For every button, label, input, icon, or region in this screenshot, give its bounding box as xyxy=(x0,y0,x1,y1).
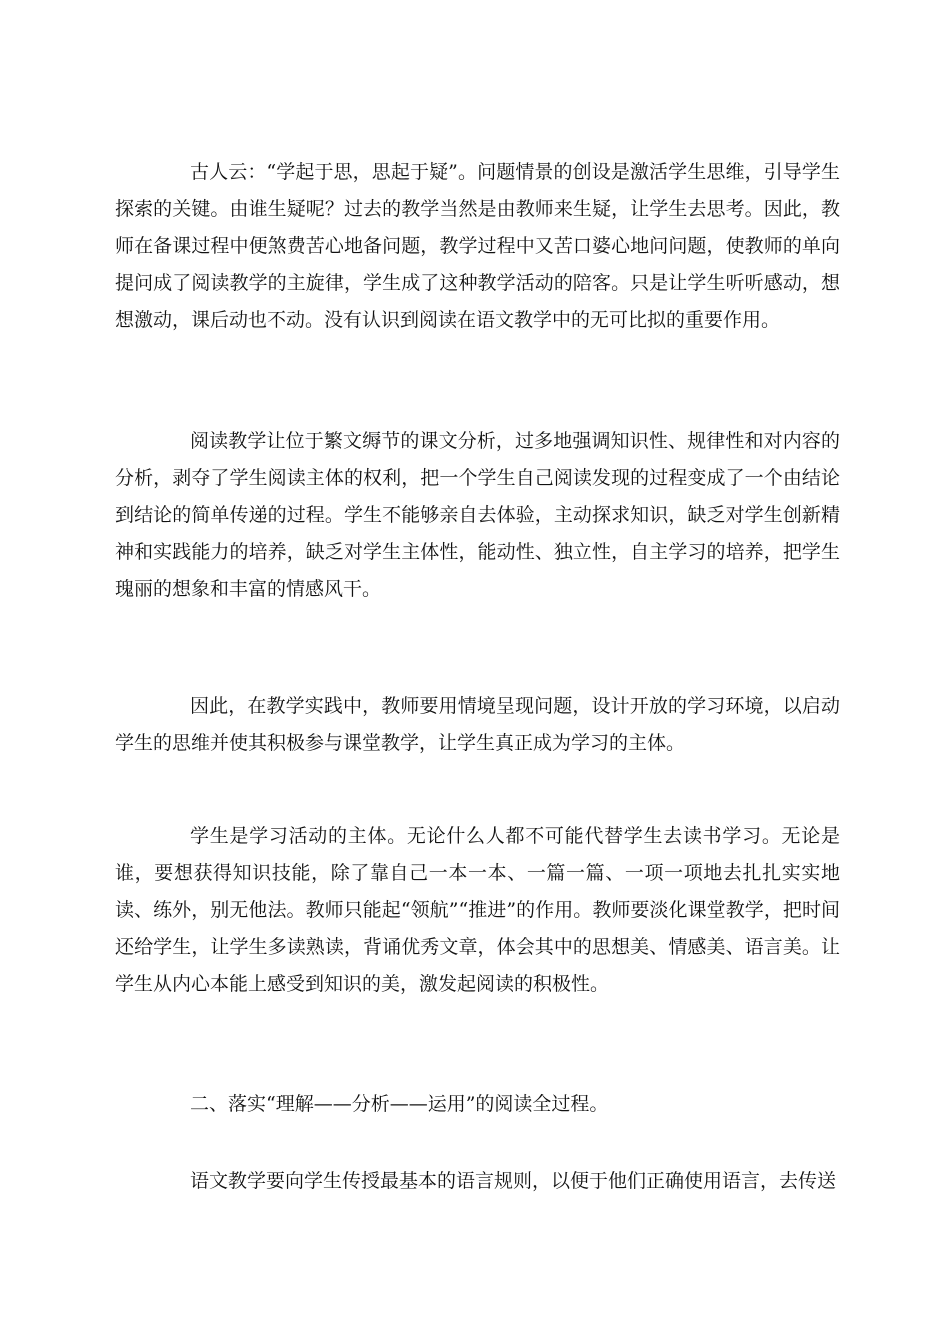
paragraph-language-rules: 语文教学要向学生传授最基本的语言规则，以便于他们正确使用语言，去传送 xyxy=(190,1170,837,1192)
section-heading: 二、落实“理解——分析——运用”的阅读全过程。 xyxy=(190,1093,609,1115)
paragraph-questioning: 古人云：“学起于思，思起于疑”。问题情景的创设是激活学生思维，引导学生探索的关键。由谁生疑呢？过去的教学当然是由教师来生疑，让学生去思考。因此，教师在备课过程中便煞费苦心地备问题，教学过程中又苦口婆心地问问题，使教师的单向提问成了阅读教学的主旋律，学生成了这种教学活动的陪客。只是让学生听听感动，想想激动，课后动也不动。没有认识到阅读在语文教学中的无可比拟的重要作用。 xyxy=(115,161,840,331)
paragraph-student-subject: 学生是学习活动的主体。无论什么人都不可能代替学生去读书学习。无论是谁，要想获得知识技能，除了靠自己一本一本、一篇一篇、一项一项地去扎扎实实地读、练外，别无他法。教师只能起“领航”“推进”的作用。教师要淡化课堂教学，把时间还给学生，让学生多读熟读，背诵优秀文章，体会其中的思想美、情感美、语言美。让学生从内心本能上感受到知识的美，激发起阅读的积极性。 xyxy=(115,825,840,995)
paragraph-teaching-practice: 因此，在教学实践中，教师要用情境呈现问题，设计开放的学习环境，以启动学生的思维并使其积极参与课堂教学，让学生真正成为学习的主体。 xyxy=(115,695,840,754)
paragraph-reading-analysis: 阅读教学让位于繁文缛节的课文分析，过多地强调知识性、规律性和对内容的分析，剥夺了学生阅读主体的权利，把一个学生自己阅读发现的过程变成了一个由结论到结论的简单传递的过程。学生不能够亲自去体验，主动探求知识，缺乏对学生创新精神和实践能力的培养，缺乏对学生主体性，能动性、独立性，自主学习的培养，把学生瑰丽的想象和丰富的情感风干。 xyxy=(115,430,840,600)
